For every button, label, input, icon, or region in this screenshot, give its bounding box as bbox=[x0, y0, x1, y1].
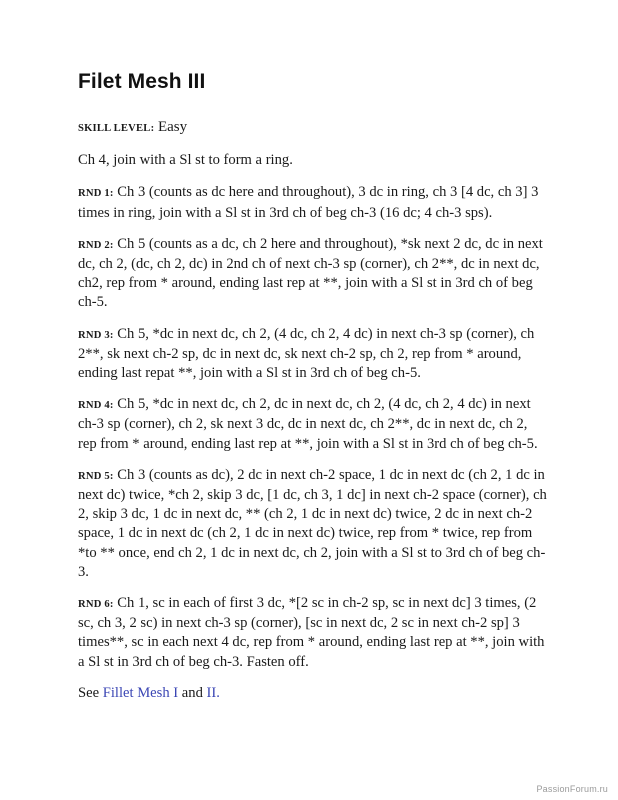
see-also-prefix: See bbox=[78, 684, 100, 701]
see-also bbox=[78, 684, 548, 703]
fillet-mesh-2-link[interactable]: II. bbox=[206, 684, 220, 701]
pattern-body bbox=[78, 118, 548, 703]
round-label: RND 6: bbox=[78, 599, 114, 611]
round-label: RND 3: bbox=[78, 329, 114, 341]
round-3 bbox=[78, 325, 548, 384]
round-text: Ch 1, sc in each of first 3 dc, *[2 sc in ch-2 sp, sc in next dc] 3 times, (2 sc, ch 3, 2 sc) in next ch-3 sp (corner), [sc in next dc, 2 sc in next ch-2 sp] 3 times**, sc in each next 4 dc, rep from * around, ending last rep at **, join with a Sl st in 3rd ch of beg ch-3. Fasten off. bbox=[78, 595, 545, 670]
see-also-conjunction: and bbox=[181, 684, 203, 701]
round-6 bbox=[78, 594, 548, 672]
round-label: RND 4: bbox=[78, 400, 114, 412]
round-label: RND 2: bbox=[78, 239, 114, 251]
round-label: RND 1: bbox=[78, 188, 114, 200]
skill-level bbox=[78, 118, 548, 138]
round-text: Ch 5 (counts as a dc, ch 2 here and throughout), *sk next 2 dc, dc in next dc, ch 2, (dc, ch 2, dc) in 2nd ch of next ch-3 sp (corner), ch 2**, dc in next dc, ch2, rep from * around, ending last rep at **, join with a Sl st in 3rd ch of beg ch-5. bbox=[78, 235, 543, 311]
page-title: Filet Mesh III bbox=[78, 70, 206, 93]
skill-level-label: SKILL LEVEL: bbox=[78, 123, 155, 134]
round-1 bbox=[78, 183, 548, 222]
round-label: RND 5: bbox=[78, 470, 114, 482]
round-4 bbox=[78, 395, 548, 454]
round-text: Ch 3 (counts as dc here and throughout), 3 dc in ring, ch 3 [4 dc, ch 3] 3 times in ring, join with a Sl st in 3rd ch of beg ch-3 (16 dc; 4 ch-3 sps). bbox=[78, 184, 539, 221]
round-2 bbox=[78, 235, 548, 313]
intro-instruction: Ch 4, join with a Sl st to form a ring. bbox=[78, 152, 293, 169]
watermark: PassionForum.ru bbox=[536, 784, 608, 794]
fillet-mesh-1-link[interactable]: Fillet Mesh I bbox=[102, 684, 179, 701]
round-text: Ch 3 (counts as dc), 2 dc in next ch-2 space, 1 dc in next dc (ch 2, 1 dc in next dc) twice, *ch 2, skip 3 dc, [1 dc, ch 3, 1 dc] in next ch-2 space (corner), ch 2, skip 3 dc, 1 dc in next dc, ** (ch 2, 1 dc in next dc) twice, 2 dc in next ch-2 space, 1 dc in next dc (ch 2, 1 dc in next dc) twice, rep from * twice, rep from *to ** once, end ch 2, 1 dc in next dc, ch 2, join with a Sl st to 3rd ch of beg ch-3. bbox=[78, 466, 547, 580]
round-text: Ch 5, *dc in next dc, ch 2, (4 dc, ch 2, 4 dc) in next ch-3 sp (corner), ch 2**, sk next ch-2 sp, dc in next dc, sk next ch-2 sp, ch 2, rep from * around, ending last repat **, join with a Sl st in 3rd ch of beg ch-5. bbox=[78, 325, 535, 382]
round-text: Ch 5, *dc in next dc, ch 2, dc in next dc, ch 2, (4 dc, ch 2, 4 dc) in next ch-3 sp (corner), ch 2, sk next 3 dc, dc in next dc, ch 2**, dc in next dc, ch 2, rep from * around, ending last rep at **, join with a Sl st in 3rd ch of beg ch-5. bbox=[78, 396, 538, 452]
skill-level-value: Easy bbox=[157, 119, 188, 135]
round-5 bbox=[78, 466, 548, 582]
